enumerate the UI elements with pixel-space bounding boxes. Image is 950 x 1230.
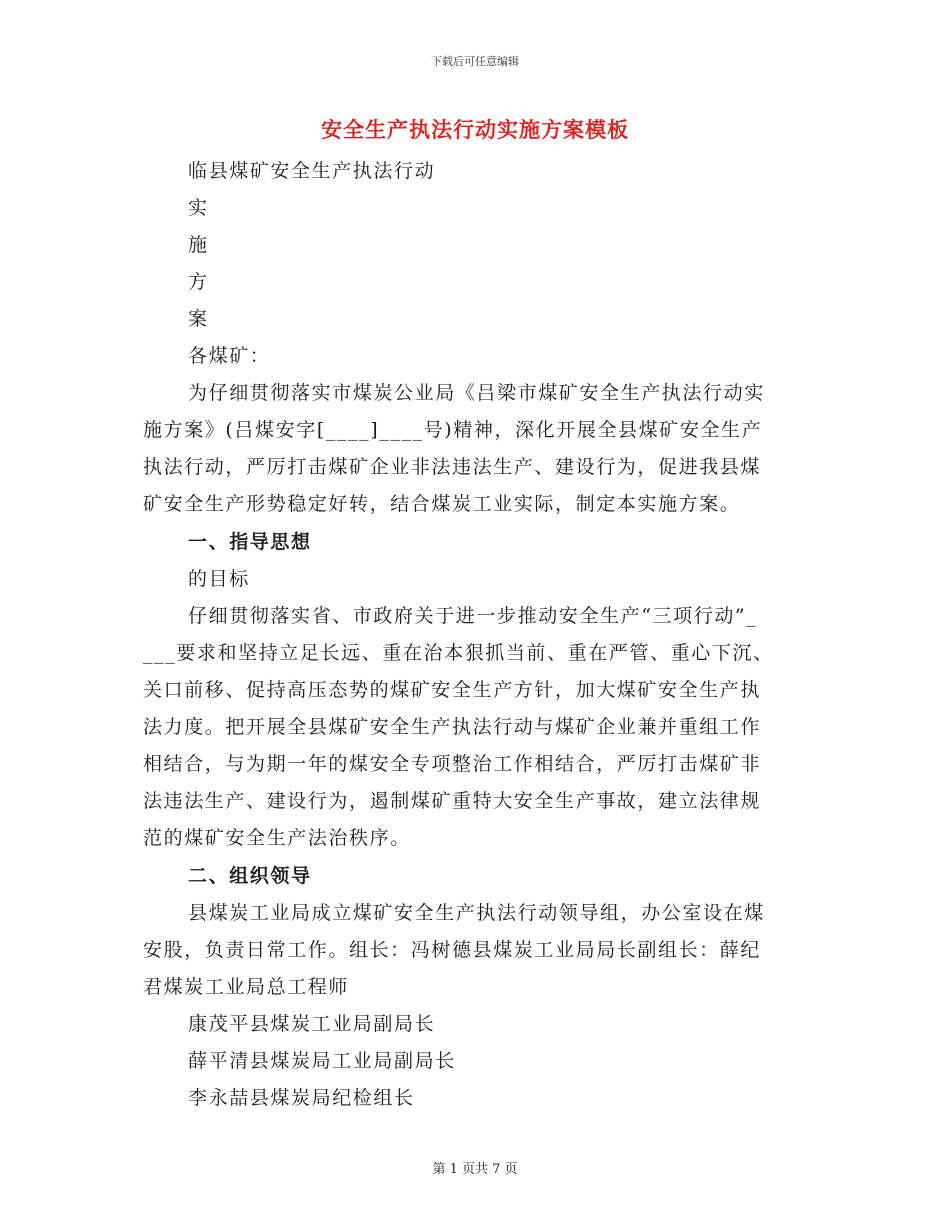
body-line: 为仔细贯彻落实市煤炭公业局《吕梁市煤矿安全生产执法行动实	[188, 382, 765, 404]
body-line: 范的煤矿安全生产法治秩序。	[143, 827, 411, 849]
body-line: 君煤炭工业局总工程师	[143, 976, 350, 998]
body-line: 关口前移、促持高压态势的煤矿安全生产方针，加大煤矿安全生产执	[143, 679, 762, 701]
body-line: 案	[188, 308, 209, 330]
body-line: 的目标	[188, 568, 250, 590]
page-header: 下载后可任意编辑	[431, 55, 519, 68]
body-line: 仔细贯彻落实省、市政府关于进一步推动安全生产“三项行动”_	[188, 605, 758, 627]
body-line: 法力度。把开展全县煤矿安全生产执法行动与煤矿企业兼并重组工作	[143, 716, 762, 738]
body-line: 李永喆县煤炭局纪检组长	[188, 1087, 415, 1109]
body-line: 康茂平县煤炭工业局副局长	[188, 1013, 436, 1035]
body-line: 法违法生产、建设行为，遏制煤矿重特大安全生产事故，建立法律规	[143, 790, 762, 812]
body-line: 各煤矿：	[188, 345, 271, 367]
body-line: 安股，负责日常工作。组长：冯树德县煤炭工业局局长副组长：薛纪	[143, 939, 762, 961]
page-footer: 第 1 页共 7 页	[432, 1162, 518, 1177]
section-heading: 一、指导思想	[188, 531, 312, 553]
body-line: 县煤炭工业局成立煤矿安全生产执法行动领导组，办公室设在煤	[188, 902, 765, 924]
body-line: 施方案》(吕煤安字[____]____号)精神，深化开展全县煤矿安全生产	[143, 419, 763, 441]
document-title: 安全生产执法行动实施方案模板	[321, 117, 629, 142]
body-line: 相结合，与为期一年的煤安全专项整治工作相结合，严厉打击煤矿非	[143, 753, 762, 775]
section-heading: 二、组织领导	[188, 865, 312, 887]
body-line: 施	[188, 234, 209, 256]
body-line: 实	[188, 197, 209, 219]
body-line: 临县煤矿安全生产执法行动	[188, 160, 436, 182]
body-line: 执法行动，严厉打击煤矿企业非法违法生产、建设行为，促进我县煤	[143, 456, 762, 478]
body-line: 薛平清县煤炭局工业局副局长	[188, 1050, 456, 1072]
body-line: 矿安全生产形势稳定好转，结合煤炭工业实际，制定本实施方案。	[143, 493, 741, 515]
body-line: ___要求和坚持立足长远、重在治本狠抓当前、重在严管、重心下沉、	[143, 642, 774, 664]
body-line: 方	[188, 271, 209, 293]
